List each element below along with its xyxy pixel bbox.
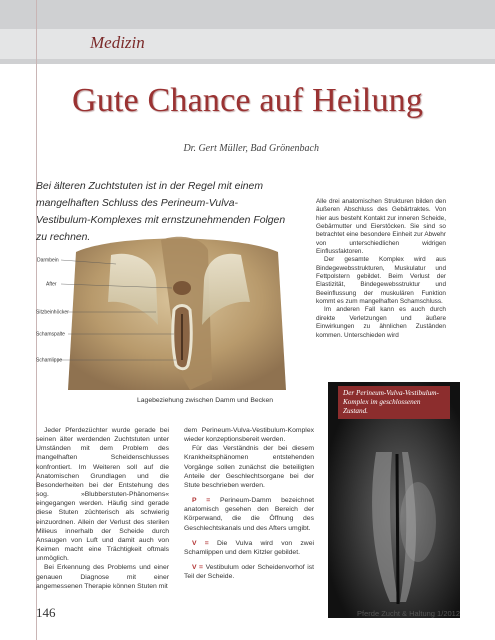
body-column-b [184, 426, 314, 581]
right-column-text [316, 198, 446, 340]
paragraph: Alle drei anatomischen Strukturen bilden den äußeren Abschluss des Gebärtraktes. Von hier aus besteht Kontakt zur inneren Scheide, Gebärmutter und Eierstöcken. Sie sind so betrachtet eine besondere Einheit zur Abwehr von unterschiedlichen widrigen Einflussfaktoren. [316, 198, 446, 256]
definition-letter: P = [192, 497, 211, 505]
photo-caption: Der Perineum-Vulva-Vestibulum-Komplex im geschlossenen Zustand. [338, 386, 450, 419]
label-schamspalte: Schamspalte [36, 331, 65, 338]
page-number: 146 [36, 605, 56, 620]
article-byline: Dr. Gert Müller, Bad Grönenbach [183, 143, 319, 154]
paragraph: Im anderen Fall kann es auch durch direkte Verletzungen und äußere Einwirkungen zu ähnlichen Zuständen kommen. Unterschieden wird [316, 306, 446, 339]
definition-letter: V = [192, 564, 204, 572]
definition-letter: V = [192, 539, 209, 547]
paragraph: Jeder Pferdezüchter wurde gerade bei seinen älter werdenden Zuchtstuten unter Umständen mit dem Problem des mangelhaften Scheidenschlusses konfrontiert. Im Weiteren soll auf die Anatomischen Grundlagen und die Besonderheiten bei der Entstehung des sog. »Blubberstuten-Phänomens« eingegangen werden. Häufig sind gerade diese Stuten züchterisch als schwierig einzuordnen. Allein der Verlust des sterilen Milieus innerhalb der Scheide durch Ansaugen von Luft und damit auch von Keimen macht eine Trächtigkeit oftmals unmöglich. [36, 427, 169, 563]
anatomy-illustration [36, 230, 316, 395]
definition-text: Die Vulva wird von zwei Schamlippen und dem Kitzler gebildet. [184, 539, 314, 556]
paragraph: Der gesamte Komplex wird aus Bindegewebsstrukturen, Muskulatur und Fettpolstern gebildet. Beim Verlust der Elastizität, Bindegewebsstruktur und Beeinflussung der muskulären Funktion kommt es zum mangelhaften Schamschluss. [316, 256, 446, 306]
figure-caption: Lagebeziehung zwischen Damm und Becken [137, 397, 274, 404]
photo-slit [397, 454, 398, 604]
label-sitzbeinhoecker: Sitzbeinhöcker [36, 309, 69, 316]
definition-text: Perineum-Damm bezeichnet anatomisch gesehen den Bereich der Körperwand, die die Öffnung des Geschlechtskanals und des Afters umgibt. [184, 497, 314, 532]
publication-footer: Pferde Zucht & Haltung 1/2012 [357, 609, 460, 618]
definition-text: Vestibulum oder Scheidenvorhof ist Teil der Scheide. [184, 564, 315, 581]
body-column-a [36, 426, 169, 591]
label-schamlippe: Schamlippe [36, 357, 63, 364]
article-title: Gute Chance auf Heilung [71, 82, 424, 119]
photo-highlight [400, 482, 436, 562]
paragraph: dem Perineum-Vulva-Vestibulum-Komplex wieder konzeptionsbereit werden. [184, 427, 314, 444]
header-inner-band [0, 29, 495, 59]
definition-vestibulum [184, 563, 314, 581]
label-after: After [46, 281, 57, 288]
definition-vulva [184, 539, 314, 557]
paragraph: Bei Erkennung des Problems und einer genauen Diagnose mit einer angemessenen Therapie können Stuten mit [36, 564, 169, 590]
section-label: Medizin [90, 33, 145, 52]
definition-perineum [184, 496, 314, 533]
header-band [0, 0, 495, 64]
article-lead: Bei älteren Zuchtstuten ist in der Regel mit einem mangelhaften Schluss des Perineum-Vulva-Vestibulum-Komplexes mit ernstzunehmenden Folgen zu rechnen. [36, 181, 286, 243]
label-darmbein: Darmbein [37, 257, 59, 264]
paragraph: Für das Verständnis der bei diesem Krankheitsphänomen entstehenden Vorgänge sollen zunächst die beteiligten Anteile der Geschlechtsorgane bei der Stute beschrieben werden. [184, 445, 314, 489]
anus-shape [173, 281, 191, 295]
